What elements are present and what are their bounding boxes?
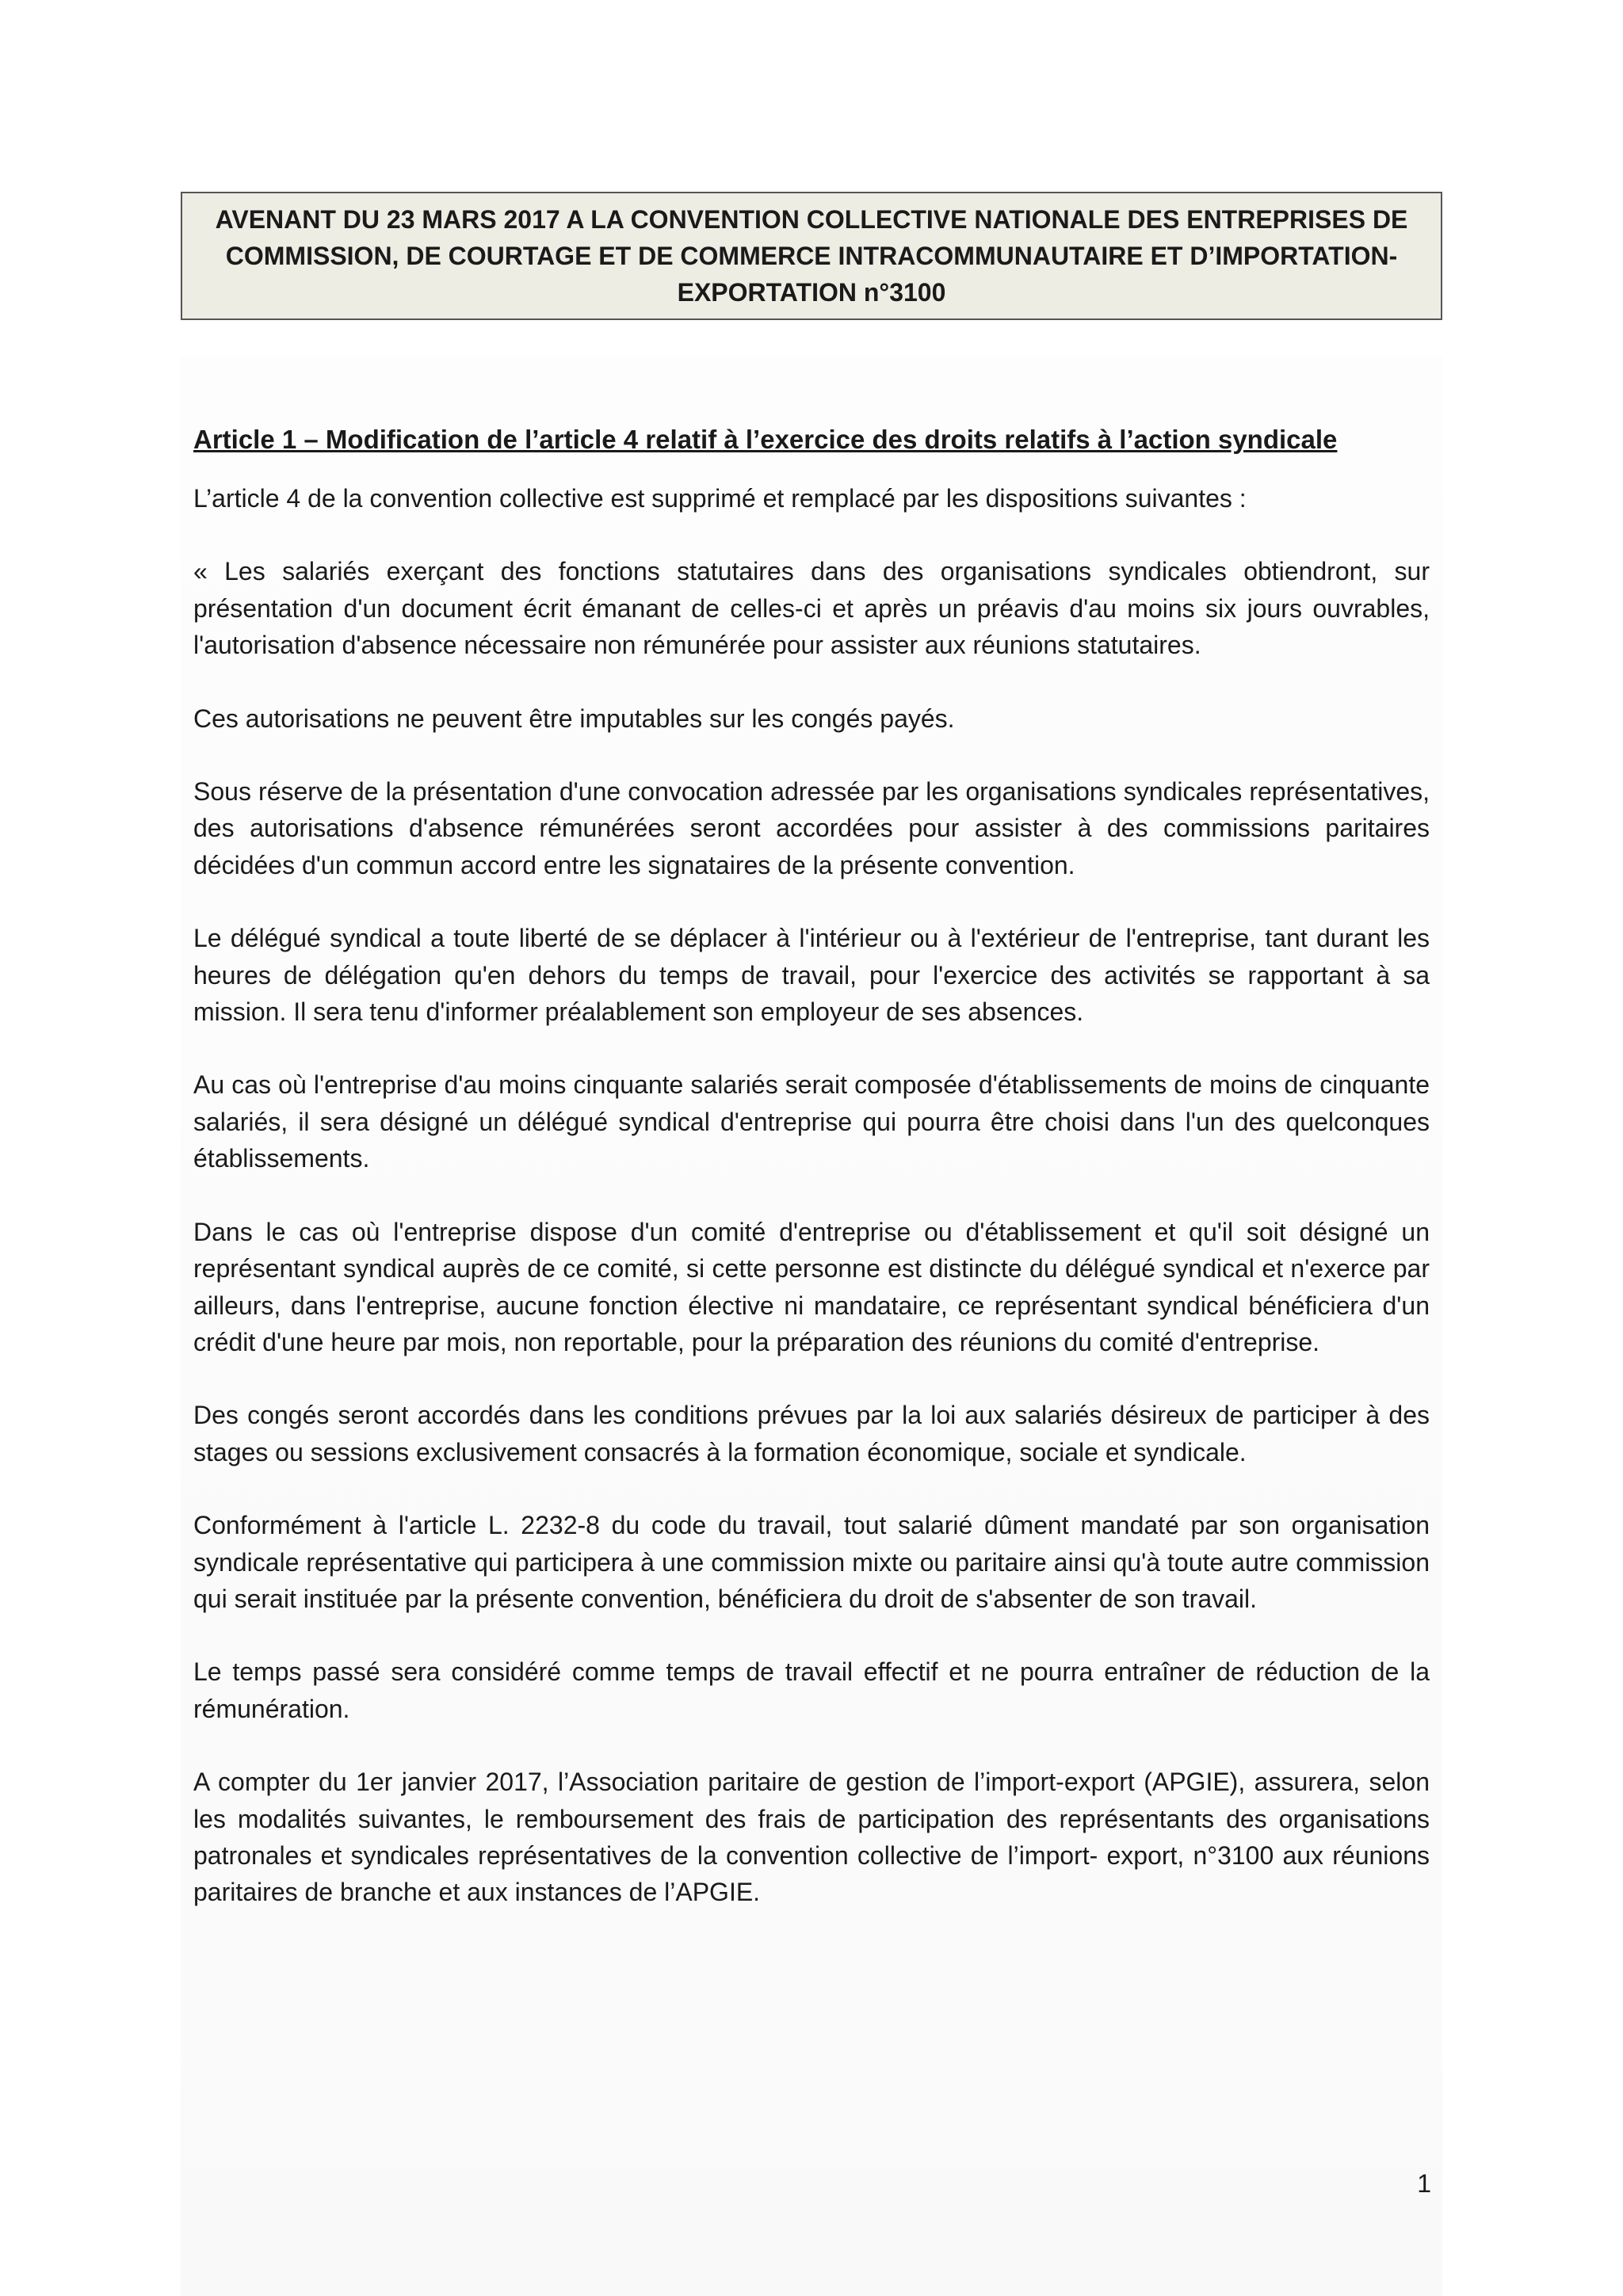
paragraph: Sous réserve de la présentation d'une convocation adressée par les organisations syndicales représentatives, des autorisations d'absence rémunérées seront accordées pour assister à des commissions paritaires décidées d'un commun accord entre les signataires de la présente convention. xyxy=(193,777,1430,879)
paragraph: « Les salariés exerçant des fonctions statutaires dans des organisations syndicales obtiendront, sur présentation d'un document écrit émanant de celles-ci et après un préavis d'au moins six jours ouvrables, l'autorisation d'absence nécessaire non rémunérée pour assister aux réunions statutaires. xyxy=(193,557,1430,660)
paragraph: Le délégué syndical a toute liberté de se déplacer à l'intérieur ou à l'extérieur de l'entreprise, tant durant les heures de délégation qu'en dehors du temps de travail, pour l'exercice des activités se rapportant à sa mission. Il sera tenu d'informer préalablement son employeur de ses absences. xyxy=(193,924,1430,1027)
paragraph: Dans le cas où l'entreprise dispose d'un comité d'entreprise ou d'établissement et qu'il soit désigné un représentant syndical auprès de ce comité, si cette personne est distincte du délégué syndical et n'exerce par ailleurs, dans l'entreprise, aucune fonction élective ni mandataire, ce représentant syndical bénéficiera d'un crédit d'une heure par mois, non reportable, pour la préparation des réunions du comité d'entreprise. xyxy=(193,1217,1430,1356)
document-title-line: COMMISSION, DE COURTAGE ET DE COMMERCE INTRACOMMUNAUTAIRE ET D’IMPORTATION- xyxy=(225,242,1398,270)
document-title-line: AVENANT DU 23 MARS 2017 A LA CONVENTION COLLECTIVE NATIONALE DES ENTREPRISES DE xyxy=(215,205,1408,234)
paragraph: Conformément à l'article L. 2232-8 du code du travail, tout salarié dûment mandaté par son organisation syndicale représentative qui participera à une commission mixte ou paritaire ainsi qu'à toute autre commission qui serait instituée par la présente convention, bénéficiera du droit de s'absenter de son travail. xyxy=(193,1511,1430,1613)
paragraph: A compter du 1er janvier 2017, l’Association paritaire de gestion de l’import-export (APGIE), assurera, selon les modalités suivantes, le remboursement des frais de participation des représentants des organisations patronales et syndicales représentatives de la convention collective de l’import- export, n°3100 aux réunions paritaires de branche et aux instances de l’APGIE. xyxy=(193,1768,1430,1907)
document-body xyxy=(193,421,1430,1947)
document-title-box xyxy=(181,192,1442,320)
article-heading: Article 1 – Modification de l’article 4 relatif à l’exercice des droits relatifs à l’action syndicale xyxy=(193,425,1338,454)
paragraph: Au cas où l'entreprise d'au moins cinquante salariés serait composée d'établissements de moins de cinquante salariés, il sera désigné un délégué syndical d'entreprise qui pourra être choisi dans l'un des quelconques établissements. xyxy=(193,1070,1430,1173)
paragraph: L’article 4 de la convention collective est supprimé et remplacé par les dispositions suivantes : xyxy=(193,484,1247,513)
paragraph: Ces autorisations ne peuvent être imputables sur les congés payés. xyxy=(193,704,955,733)
paragraph: Le temps passé sera considéré comme temps de travail effectif et ne pourra entraîner de réduction de la rémunération. xyxy=(193,1657,1430,1723)
paragraph: Des congés seront accordés dans les conditions prévues par la loi aux salariés désireux de participer à des stages ou sessions exclusivement consacrés à la formation économique, sociale et syndicale. xyxy=(193,1401,1430,1466)
page-number: 1 xyxy=(1417,2169,1431,2198)
document-title-line: EXPORTATION n°3100 xyxy=(677,278,946,307)
